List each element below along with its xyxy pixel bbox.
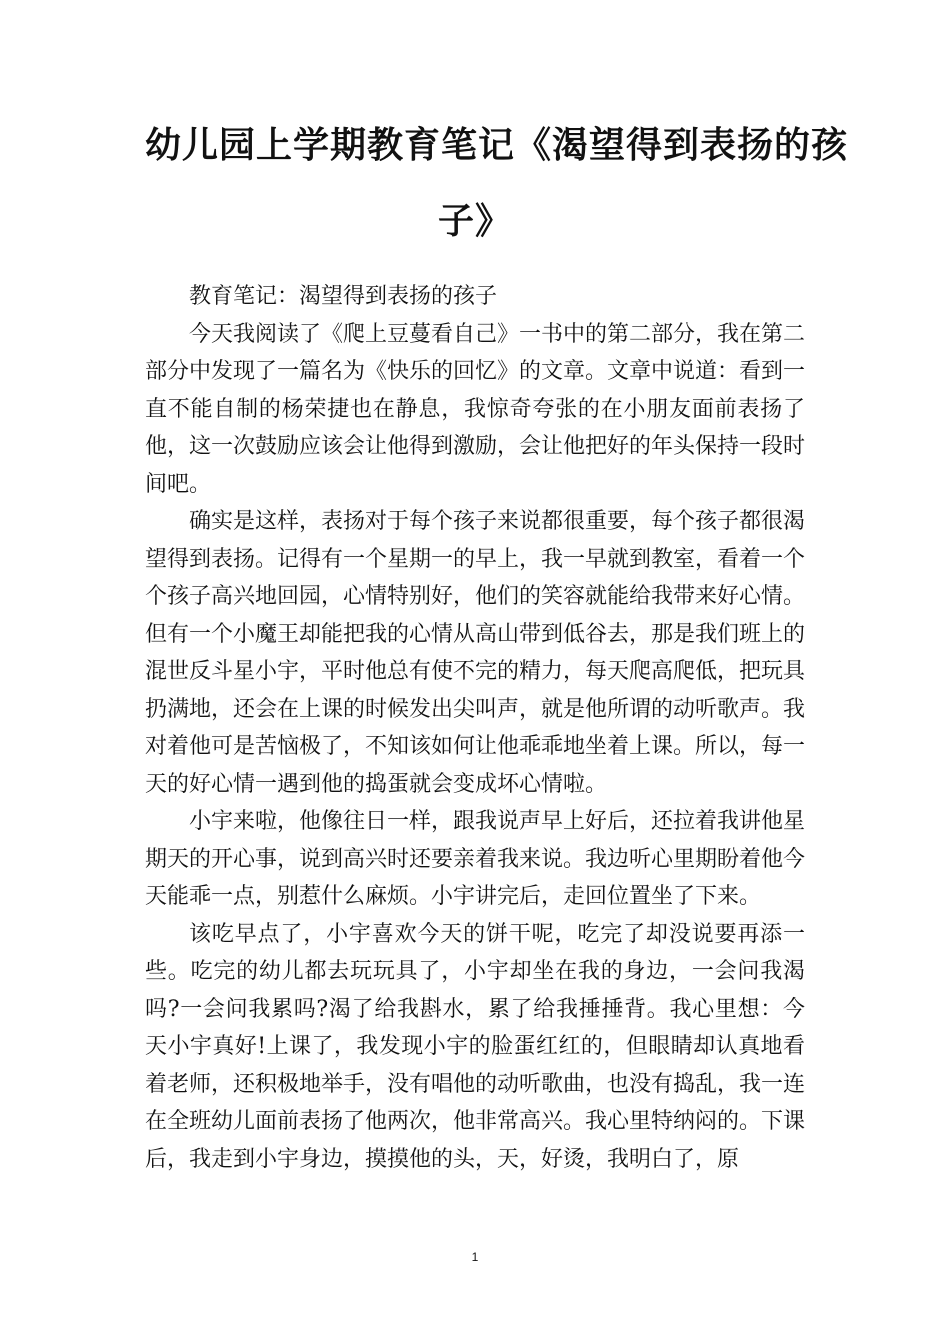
document-title-line-1: 幼儿园上学期教育笔记《渴望得到表扬的孩 [145,125,849,166]
subtitle-paragraph: 教育笔记：渴望得到表扬的孩子 [189,284,498,309]
body-paragraph: 该吃早点了，小宇喜欢今天的饼干呢，吃完了却没说要再添一些。吃完的幼儿都去玩玩具了，小宇却坐在我的身边，一会问我渴吗?一会问我累吗?渴了给我斟水，累了给我捶捶背。我心里想：今天小宇真好!上课了，我发现小宇的脸蛋红红的，但眼睛却认真地看着老师，还积极地举手，没有唱他的动听歌曲，也没有捣乱，我一连在全班幼儿面前表扬了他两次，他非常高兴。我心里特纳闷的。下课后，我走到小宇身边，摸摸他的头，天，好烫，我明白了，原 [145,921,806,1172]
page-number: 1 [471,1250,479,1264]
body-paragraph: 确实是这样，表扬对于每个孩子来说都很重要，每个孩子都很渴望得到表扬。记得有一个星期一的早上，我一早就到教室，看着一个个孩子高兴地回园，心情特别好，他们的笑容就能给我带来好心情。但有一个小魔王却能把我的心情从高山带到低谷去，那是我们班上的混世反斗星小宇，平时他总有使不完的精力，每天爬高爬低，把玩具扔满地，还会在上课的时候发出尖叫声，就是他所谓的动听歌声。我对着他可是苦恼极了，不知该如何让他乖乖地坐着上课。所以，每一天的好心情一遇到他的捣蛋就会变成坏心情啦。 [145,509,806,797]
document-title-line-2: 子》 [437,201,512,242]
document-body [145,278,805,1178]
body-paragraph: 今天我阅读了《爬上豆蔓看自己》一书中的第二部分，我在第二部分中发现了一篇名为《快乐的回忆》的文章。文章中说道：看到一直不能自制的杨荣捷也在静息，我惊奇夸张的在小朋友面前表扬了他，这一次鼓励应该会让他得到激励，会让他把好的年头保持一段时间吧。 [145,321,806,497]
body-paragraph: 小宇来啦，他像往日一样，跟我说声早上好后，还拉着我讲他星期天的开心事，说到高兴时还要亲着我来说。我边听心里期盼着他今天能乖一点，别惹什么麻烦。小宇讲完后，走回位置坐了下来。 [145,809,806,909]
